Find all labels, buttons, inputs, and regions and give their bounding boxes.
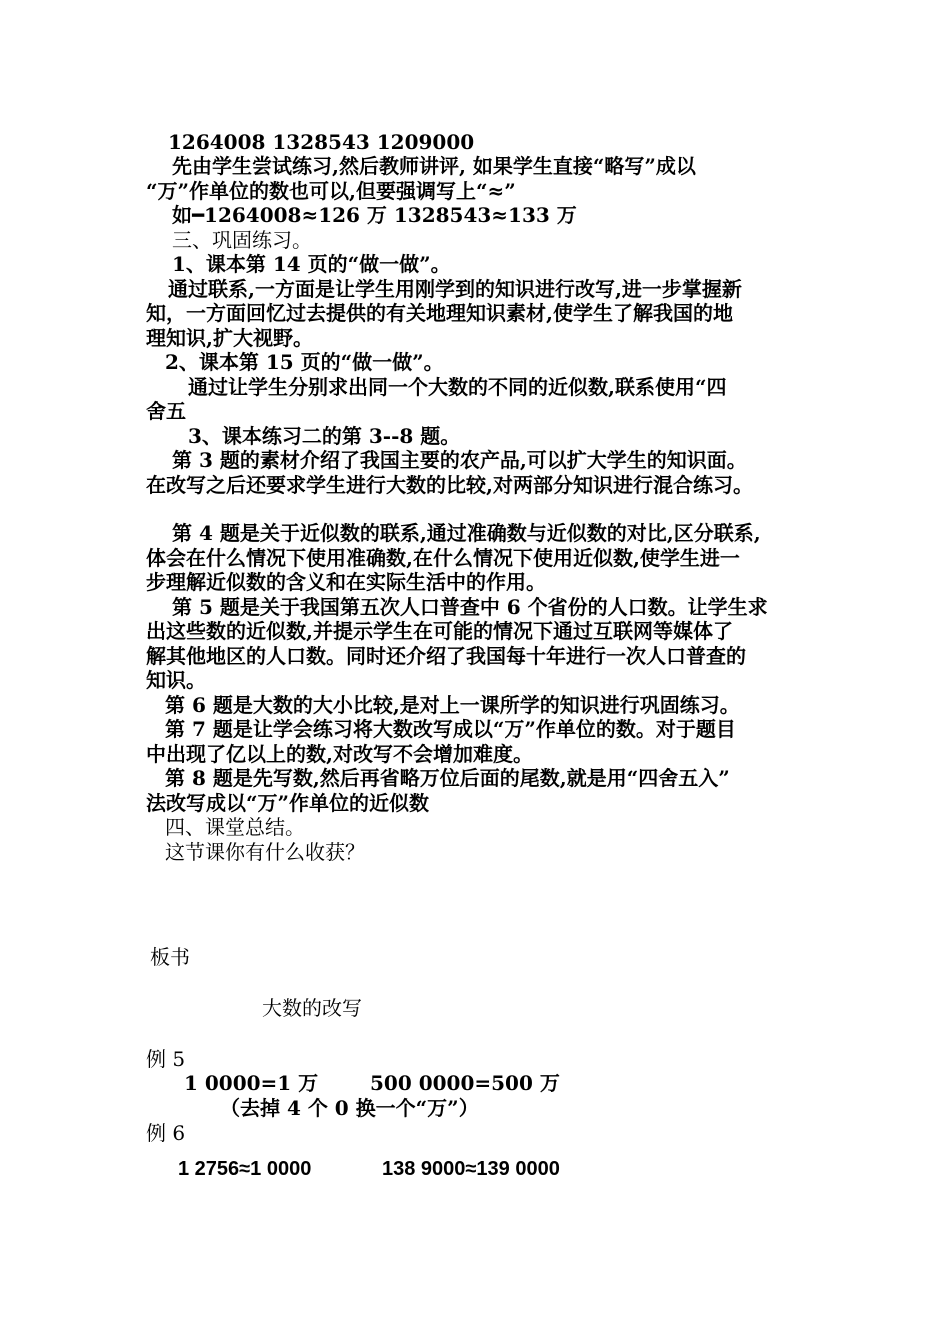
- paragraph-line: 知识。: [146, 668, 206, 692]
- number-examples: 1264008 1328543 1209000: [168, 130, 475, 154]
- exercise-heading: 3、课本练习二的第 3--8 题。: [188, 424, 461, 448]
- paragraph-line: 通过让学生分别求出同一个大数的不同的近似数,联系使用“四: [188, 375, 727, 399]
- approximation-example: 如━1264008≈126 万 1328543≈133 万: [172, 203, 577, 227]
- example-5-left: 1 0000=1 万: [184, 1071, 319, 1095]
- example-5-right: 500 0000=500 万: [370, 1071, 560, 1095]
- paragraph-line: 先由学生尝试练习,然后教师讲评, 如果学生直接“略写”成以: [172, 154, 696, 178]
- paragraph-line: “万”作单位的数也可以,但要强调写上“≈”: [146, 179, 516, 203]
- paragraph-line: 第 7 题是让学会练习将大数改写成以“万”作单位的数。对于题目: [165, 717, 736, 741]
- section-heading: 四、课堂总结。: [165, 815, 305, 839]
- paragraph-line: 通过联系,一方面是让学生用刚学到的知识进行改写,进一步掌握新: [168, 277, 742, 301]
- board-title: 大数的改写: [262, 996, 362, 1020]
- example-6-left: 1 2756≈1 0000: [178, 1158, 312, 1180]
- exercise-heading: 2、课本第 15 页的“做一做”。: [165, 350, 444, 374]
- paragraph-line: 第 3 题的素材介绍了我国主要的农产品,可以扩大学生的知识面。: [172, 448, 747, 472]
- section-heading: 三、巩固练习。: [172, 228, 312, 252]
- paragraph-line: 在改写之后还要求学生进行大数的比较,对两部分知识进行混合练习。: [146, 473, 753, 497]
- paragraph-line: 中出现了亿以上的数,对改写不会增加难度。: [146, 742, 533, 766]
- exercise-heading: 1、课本第 14 页的“做一做”。: [172, 252, 451, 276]
- paragraph-line: 知，一方面回忆过去提供的有关地理知识素材,使学生了解我国的地: [146, 301, 733, 325]
- example-6-right: 138 9000≈139 0000: [382, 1158, 560, 1180]
- example-5-label: 例 5: [146, 1047, 186, 1071]
- paragraph-line: 第 4 题是关于近似数的联系,通过准确数与近似数的对比,区分联系,: [172, 521, 761, 545]
- paragraph-line: 解其他地区的人口数。同时还介绍了我国每十年进行一次人口普查的: [146, 644, 746, 668]
- board-heading: 板书: [150, 945, 190, 969]
- closing-question: 这节课你有什么收获？: [165, 840, 365, 864]
- paragraph-line: 第 5 题是关于我国第五次人口普查中 6 个省份的人口数。让学生求: [172, 595, 768, 619]
- paragraph-line: 出这些数的近似数,并提示学生在可能的情况下通过互联网等媒体了: [146, 619, 733, 643]
- example-5-note: （去掉 4 个 0 换一个“万”）: [220, 1096, 479, 1120]
- example-6-label: 例 6: [146, 1121, 186, 1145]
- paragraph-line: 舍五: [146, 399, 186, 423]
- paragraph-line: 体会在什么情况下使用准确数,在什么情况下使用近似数,使学生进一: [146, 546, 740, 570]
- paragraph-line: 第 8 题是先写数,然后再省略万位后面的尾数,就是用“四舍五入”: [165, 766, 730, 790]
- paragraph-line: 第 6 题是大数的大小比较,是对上一课所学的知识进行巩固练习。: [165, 693, 740, 717]
- paragraph-line: 理知识,扩大视野。: [146, 326, 313, 350]
- paragraph-line: 法改写成以“万”作单位的近似数: [146, 791, 430, 815]
- paragraph-line: 步理解近似数的含义和在实际生活中的作用。: [146, 570, 546, 594]
